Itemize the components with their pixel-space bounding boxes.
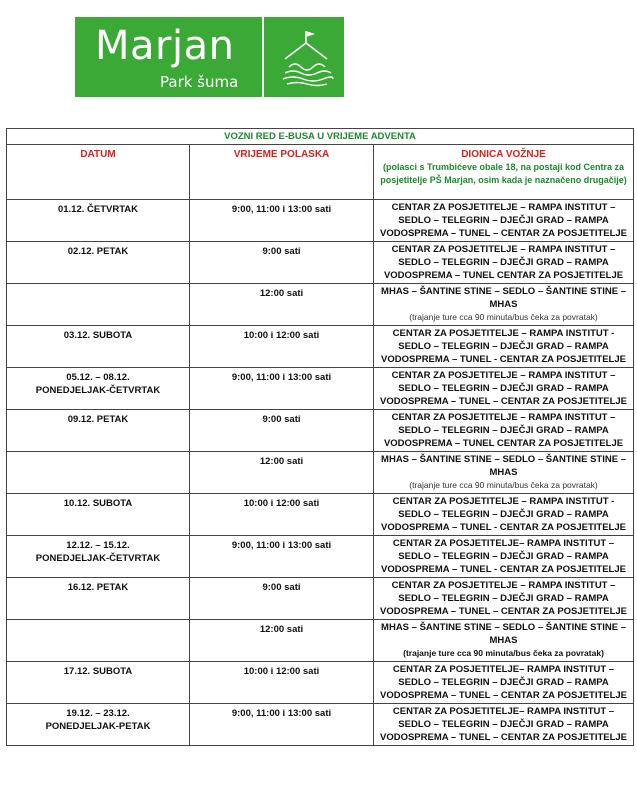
logo-divider [262,17,264,97]
table-row [7,284,634,326]
table-row [7,410,634,452]
park-emblem-icon [275,25,337,89]
table-row [7,620,634,662]
table-row [7,578,634,620]
header-date: DATUM [7,145,190,200]
date-cell [7,662,190,704]
route-text: CENTAR ZA POSJETITELJE – RAMPA INSTITUT - SEDLO – TELEGRIN – DJEČJI GRAD – RAMPA VODOSPREMA – TUNEL - CENTAR ZA POSJETITELJE [381,328,626,365]
route-text: CENTAR ZA POSJETITELJE – RAMPA INSTITUT – SEDLO – TELEGRIN – DJEČJI GRAD – RAMPA VODOSPREMA – TUNEL – CENTAR ZA POSJETITELJE [379,580,628,617]
route-text: MHAS – ŠANTINE STINE – SEDLO – ŠANTINE STINE – MHAS [381,286,626,310]
table-row [7,452,634,494]
route-cell [374,410,634,452]
time-cell: 9:00 sati [190,242,374,284]
day-range-text: PONEDJELJAK-ČETVRTAK [35,385,161,396]
time-cell: 9:00, 11:00 i 13:00 sati [190,200,374,242]
table-row [7,326,634,368]
route-cell [374,368,634,410]
time-cell: 9:00 sati [190,578,374,620]
table-row [7,200,634,242]
route-text: CENTAR ZA POSJETITELJE – RAMPA INSTITUT – SEDLO – TELEGRIN – DJEČJI GRAD – RAMPA VODOSPREMA – TUNEL – CENTAR ZA POSJETITELJE [379,202,628,239]
route-text: MHAS – ŠANTINE STINE – SEDLO – ŠANTINE STINE – MHAS [381,622,626,646]
date-text: 19.12. – 23.12. [66,708,130,719]
route-text: CENTAR ZA POSJETITELJE– RAMPA INSTITUT – SEDLO – TELEGRIN – DJEČJI GRAD – RAMPA VODOSPREMA – TUNEL - CENTAR ZA POSJETITELJE [381,538,626,575]
header-route-note: (polasci s Trumbićeve obale 18, na postaji kod Centra za posjetitelje PŠ Marjan, osim kada je naznačeno drugačije) [380,162,627,185]
time-cell: 9:00, 11:00 i 13:00 sati [190,704,374,746]
header-route-label: DIONICA VOŽNJE [461,149,546,160]
logo-subtitle: Park šuma [160,73,239,91]
date-cell [7,326,190,368]
table-row [7,242,634,284]
route-cell [374,662,634,704]
date-text: 12.12. – 15.12. [66,540,130,551]
table-row [7,704,634,746]
time-cell: 10:00 i 12:00 sati [190,662,374,704]
date-text: 16.12. PETAK [67,582,129,593]
route-cell [374,452,634,494]
date-cell [7,494,190,536]
date-cell [7,536,190,578]
date-text: 17.12. SUBOTA [63,666,133,677]
date-cell [7,452,190,494]
date-cell [7,368,190,410]
time-cell: 12:00 sati [190,452,374,494]
route-cell [374,578,634,620]
table-row [7,662,634,704]
date-text: 09.12. PETAK [67,414,129,425]
route-text: CENTAR ZA POSJETITELJE – RAMPA INSTITUT – SEDLO – TELEGRIN – DJEČJI GRAD – RAMPA VODOSPREMA – TUNEL – CENTAR ZA POSJETITELJE [379,370,628,407]
marjan-logo [75,17,344,97]
time-cell: 9:00, 11:00 i 13:00 sati [190,536,374,578]
date-text: 02.12. PETAK [67,246,129,257]
route-cell [374,494,634,536]
table-row [7,494,634,536]
time-cell: 9:00, 11:00 i 13:00 sati [190,368,374,410]
date-cell [7,242,190,284]
route-text: CENTAR ZA POSJETITELJE– RAMPA INSTITUT – SEDLO – TELEGRIN – DJEČJI GRAD – RAMPA VODOSPREMA – TUNEL – CENTAR ZA POSJETITELJE [379,706,628,743]
table-row [7,368,634,410]
route-cell [374,284,634,326]
time-cell: 10:00 i 12:00 sati [190,326,374,368]
route-note: (trajanje ture cca 90 minuta/bus čeka za povratak) [409,480,598,490]
schedule-table [6,128,634,746]
table-title: VOZNI RED E-BUSA U VRIJEME ADVENTA [7,129,634,145]
route-cell [374,536,634,578]
date-cell [7,704,190,746]
time-cell: 10:00 i 12:00 sati [190,494,374,536]
date-cell [7,620,190,662]
route-cell [374,620,634,662]
route-cell [374,704,634,746]
time-cell: 12:00 sati [190,284,374,326]
date-cell [7,284,190,326]
route-note: (trajanje ture cca 90 minuta/bus čeka za povratak) [403,648,604,658]
day-range-text: PONEDJELJAK-ČETVRTAK [35,553,161,564]
route-cell [374,242,634,284]
route-text: CENTAR ZA POSJETITELJE – RAMPA INSTITUT - SEDLO – TELEGRIN – DJEČJI GRAD – RAMPA VODOSPREMA – TUNEL - CENTAR ZA POSJETITELJE [381,496,626,533]
route-cell [374,326,634,368]
time-cell: 12:00 sati [190,620,374,662]
day-range-text: PONEDJELJAK-PETAK [45,721,151,732]
route-cell [374,200,634,242]
logo-title: Marjan [95,23,235,69]
route-text: MHAS – ŠANTINE STINE – SEDLO – ŠANTINE STINE – MHAS [381,454,626,478]
route-text: CENTAR ZA POSJETITELJE– RAMPA INSTITUT – SEDLO – TELEGRIN – DJEČJI GRAD – RAMPA VODOSPREMA – TUNEL – CENTAR ZA POSJETITELJE [379,664,628,701]
date-text: 03.12. SUBOTA [63,330,133,341]
route-text: CENTAR ZA POSJETITELJE – RAMPA INSTITUT – SEDLO – TELEGRIN – DJEČJI GRAD – RAMPA VODOSPREMA – TUNEL CENTAR ZA POSJETITELJE [383,244,624,281]
table-row [7,536,634,578]
route-text: CENTAR ZA POSJETITELJE – RAMPA INSTITUT – SEDLO – TELEGRIN – DJEČJI GRAD – RAMPA VODOSPREMA – TUNEL CENTAR ZA POSJETITELJE [383,412,624,449]
header-route [374,145,634,200]
date-cell [7,410,190,452]
date-text: 01.12. ČETVRTAK [57,204,139,215]
date-text: 05.12. – 08.12. [66,372,130,383]
date-cell [7,578,190,620]
route-note: (trajanje ture cca 90 minuta/bus čeka za povratak) [409,312,598,322]
header-time: VRIJEME POLASKA [190,145,374,200]
date-cell [7,200,190,242]
time-cell: 9:00 sati [190,410,374,452]
date-text: 10.12. SUBOTA [63,498,133,509]
